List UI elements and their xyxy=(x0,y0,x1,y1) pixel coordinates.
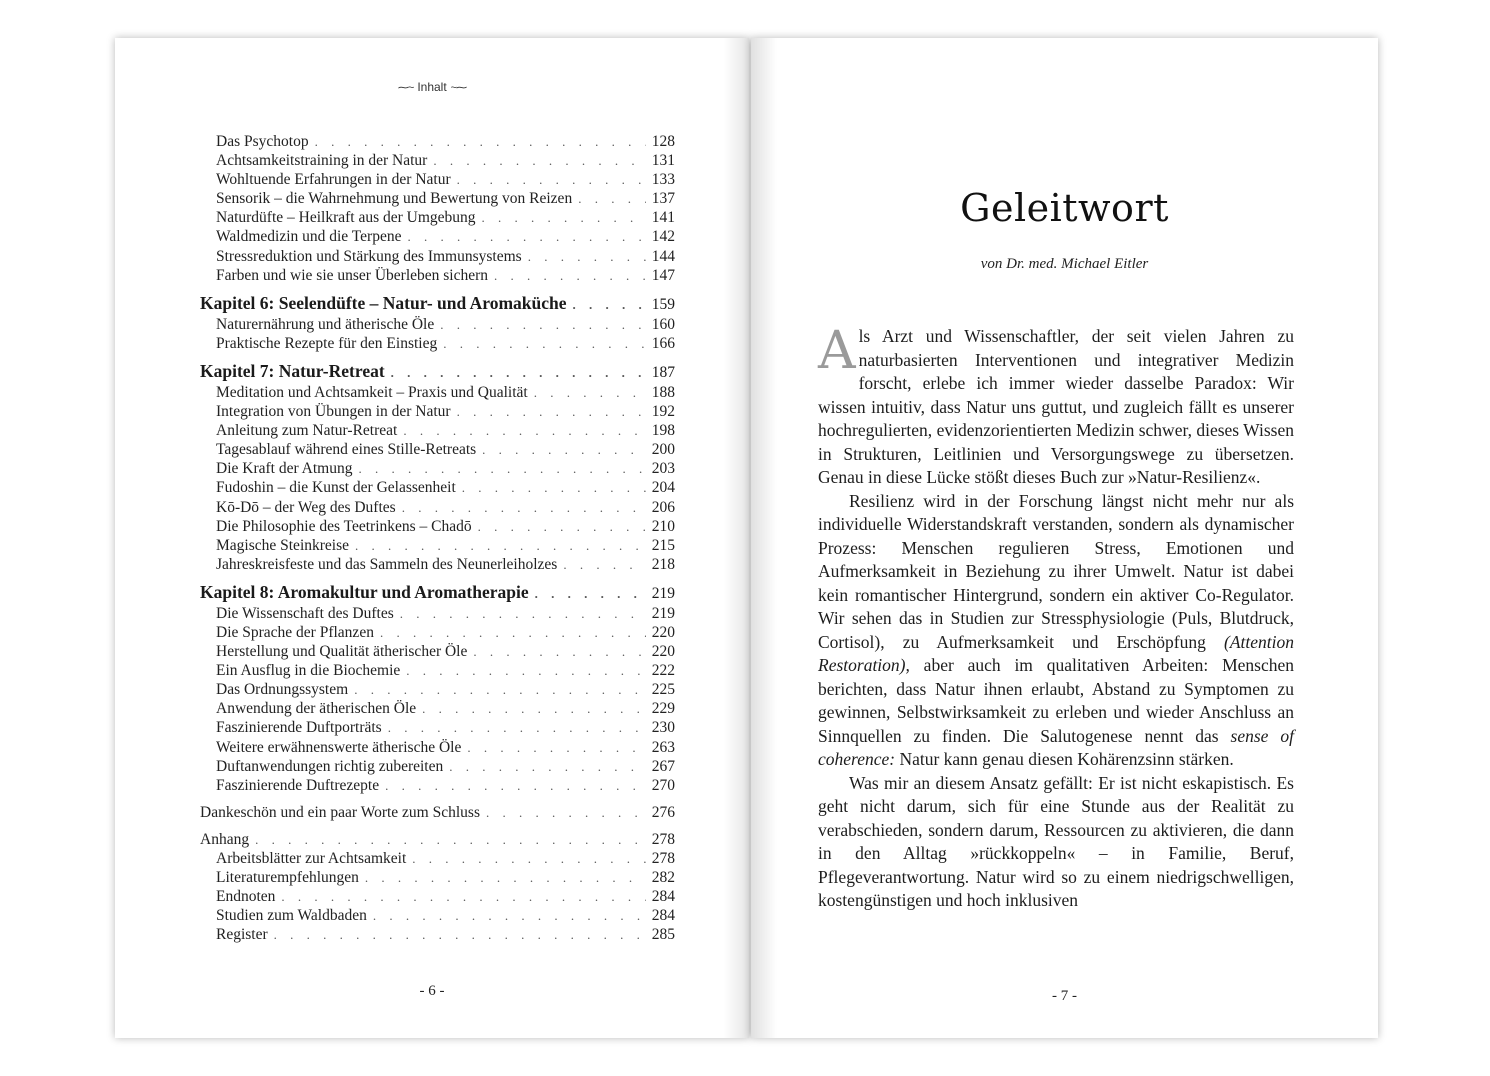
toc-leader-dots xyxy=(563,555,645,574)
toc-leader-dots xyxy=(422,699,646,718)
toc-entry xyxy=(200,623,675,642)
table-of-contents xyxy=(200,132,675,944)
paragraph-2-text-c: Natur kann genau diesen Kohärenzsinn stärken. xyxy=(895,749,1234,769)
running-head-label: Inhalt xyxy=(417,80,447,94)
toc-leader-dots xyxy=(482,208,646,227)
toc-entry xyxy=(200,266,675,285)
toc-leader-dots xyxy=(365,868,646,887)
toc-entry-title: Herstellung und Qualität ätherischer Öle xyxy=(216,643,468,661)
toc-entry-title: Die Wissenschaft des Duftes xyxy=(216,604,394,622)
toc-entry-page: 166 xyxy=(651,334,675,352)
toc-leader-dots xyxy=(406,661,645,680)
toc-entry-title: Praktische Rezepte für den Einstieg xyxy=(216,334,438,352)
toc-chapter-entry xyxy=(200,361,675,383)
toc-entry-page: 270 xyxy=(651,776,675,794)
toc-entry-page: 200 xyxy=(651,441,675,459)
toc-entry-page: 219 xyxy=(651,584,675,602)
toc-entry-page: 159 xyxy=(651,295,675,313)
toc-entry-title: Magische Steinkreise xyxy=(216,536,350,554)
toc-entry-title: Anhang xyxy=(200,830,250,848)
toc-entry xyxy=(200,642,675,661)
toc-entry-title: Naturernährung und ätherische Öle xyxy=(216,315,435,333)
toc-entry-title: Farben und wie sie unser Überleben sichern xyxy=(216,266,489,284)
toc-entry-page: 215 xyxy=(651,536,675,554)
toc-entry-page: 137 xyxy=(651,190,675,208)
toc-leader-dots xyxy=(385,776,646,795)
toc-entry xyxy=(200,227,675,246)
toc-entry-page: 284 xyxy=(651,888,675,906)
toc-entry-title: Stressreduktion und Stärkung des Immunsystems xyxy=(216,247,522,265)
toc-entry-title: Ein Ausflug in die Biochemie xyxy=(216,662,401,680)
toc-leader-dots xyxy=(354,680,646,699)
toc-entry-page: 210 xyxy=(651,517,675,535)
toc-entry-title: Das Psychotop xyxy=(216,133,309,150)
toc-entry-title: Studien zum Waldbaden xyxy=(216,907,367,925)
toc-entry-title: Faszinierende Duftrezepte xyxy=(216,776,380,794)
toc-entry-page: 206 xyxy=(651,498,675,516)
toc-leader-dots xyxy=(535,583,646,604)
toc-entry-title: Naturdüfte – Heilkraft aus der Umgebung xyxy=(216,209,476,227)
toc-entry-title: Kapitel 6: Seelendüfte – Natur- und Aromaküche xyxy=(200,292,567,313)
toc-leader-dots xyxy=(457,170,646,189)
toc-entry-page: 282 xyxy=(651,869,675,887)
toc-entry xyxy=(200,680,675,699)
toc-leader-dots xyxy=(473,642,645,661)
toc-leader-dots xyxy=(315,132,646,151)
toc-entry xyxy=(200,151,675,170)
toc-entry xyxy=(200,478,675,497)
toc-entry-page: 276 xyxy=(651,803,675,821)
toc-entry-page: 222 xyxy=(651,662,675,680)
toc-entry-page: 131 xyxy=(651,152,675,170)
paragraph-3: Was mir an diesem Ansatz gefällt: Er ist nicht eskapistisch. Es geht nicht darum, sich für eine Stunde aus der Realität zu verabschieden, sondern darum, Ressourcen zu aktivieren, die dann in den Alltag »rückkoppeln« – in Familie, Beruf, Pflegeverantwortung. Natur wird so zu einem niedrigschwelligen, kostengünstigen und hoch inklusiven xyxy=(818,772,1294,910)
toc-entry-page: 219 xyxy=(651,604,675,622)
toc-entry xyxy=(200,849,675,868)
toc-entry xyxy=(200,459,675,478)
toc-entry-page: 218 xyxy=(651,555,675,573)
toc-entry-page: 267 xyxy=(651,757,675,775)
toc-entry-title: Das Ordnungssystem xyxy=(216,681,349,699)
toc-entry-page: 141 xyxy=(651,209,675,227)
toc-entry-title: Kō-Dō – der Weg des Duftes xyxy=(216,498,396,516)
paragraph-2 xyxy=(818,490,1294,772)
running-head xyxy=(115,80,749,94)
paragraph-2-text-b: aber auch im qualitativen Arbeiten: Menschen berichten, dass Natur ihnen erlaubt, Abstand zu Symptomen zu gewinnen, Selbstwirksamkeit zu erleben und wieder Anschluss an Sinnquellen zu finden. Die Salutogenese nennt das xyxy=(818,655,1294,746)
toc-entry xyxy=(200,170,675,189)
toc-leader-dots xyxy=(255,830,646,849)
toc-leader-dots xyxy=(457,402,646,421)
toc-leader-dots xyxy=(482,440,646,459)
paragraph-2-italic-2: sense of coherence: xyxy=(818,725,1294,769)
toc-entry-title: Dankeschön und ein paar Worte zum Schluss xyxy=(200,803,480,821)
toc-entry-title: Arbeitsblätter zur Achtsamkeit xyxy=(216,850,407,867)
toc-entry-title: Anwendung der ätherischen Öle xyxy=(216,700,417,718)
page-title: Geleitwort xyxy=(960,186,1169,230)
left-page xyxy=(115,38,749,1038)
toc-entry xyxy=(200,738,675,757)
toc-leader-dots xyxy=(388,718,646,737)
toc-entry-page: 147 xyxy=(651,266,675,284)
toc-leader-dots xyxy=(358,459,645,478)
body-text xyxy=(818,321,1294,913)
toc-entry-title: Wohltuende Erfahrungen in der Natur xyxy=(216,171,451,189)
toc-entry-title: Die Philosophie des Teetrinkens – Chadō xyxy=(216,517,472,535)
toc-leader-dots xyxy=(462,478,646,497)
toc-entry xyxy=(200,421,675,440)
toc-leader-dots xyxy=(467,738,645,757)
paragraph-1-text: ls Arzt und Wissenschaftler, der seit vielen Jahren zu naturbasierten Interventionen und integrativer Medizin forscht, erlebe ich immer wieder dasselbe Paradox: Wir wissen intuitiv, dass Natur uns guttut, und zugleich fällt es unserer hochregulierten, evidenzorientierten Medizin schwer, dieses Wissen in Strukturen, Leitlinien und Versorgungswege zu übersetzen. Genau in diese Lücke stößt dieses Buch zur »Natur-Resilienz«. xyxy=(818,326,1294,487)
toc-leader-dots xyxy=(403,421,645,440)
page-number-right: - 7 - xyxy=(1052,988,1077,1004)
toc-entry xyxy=(200,517,675,536)
toc-entry-title: Fudoshin – die Kunst der Gelassenheit xyxy=(216,479,456,497)
ornament-right-icon: ~⁓ xyxy=(450,82,467,94)
toc-leader-dots xyxy=(528,247,646,266)
toc-entry-title: Kapitel 8: Aromakultur und Aromatherapie xyxy=(200,581,529,602)
toc-entry-title: Die Sprache der Pflanzen xyxy=(216,623,374,641)
toc-entry-title: Weitere erwähnenswerte ätherische Öle xyxy=(216,738,462,756)
toc-leader-dots xyxy=(578,189,646,208)
toc-entry-page: 142 xyxy=(651,228,675,246)
toc-leader-dots xyxy=(373,906,646,925)
toc-entry xyxy=(200,887,675,906)
toc-entry-title: Sensorik – die Wahrnehmung und Bewertung von Reizen xyxy=(216,190,573,208)
toc-entry-page: 278 xyxy=(651,850,675,867)
toc-entry-page: 192 xyxy=(651,403,675,421)
toc-entry xyxy=(200,925,675,944)
toc-leader-dots xyxy=(534,383,646,402)
toc-entry-title: Literaturempfehlungen xyxy=(216,869,359,887)
toc-entry-title: Meditation und Achtsamkeit – Praxis und Qualität xyxy=(216,383,528,401)
toc-entry xyxy=(200,208,675,227)
toc-entry-title: Achtsamkeitstraining in der Natur xyxy=(216,152,428,170)
toc-entry xyxy=(200,315,675,334)
toc-entry xyxy=(200,132,675,151)
paragraph-2-text-a: Resilienz wird in der Forschung längst nicht mehr nur als individuelle Widerstandskraft verstanden, sondern als dynamischer Prozess: Menschen regulieren Stress, Emotionen und Aufmerksamkeit in Beziehung zu ihrer Umwelt. Natur ist dabei kein romantischer Hintergrund, sondern ein aktiver Co-Regulator. Wir sehen das in Studien zur Stressphysiologie (Puls, Blutdruck, Cortisol), zu Aufmerksamkeit und Erschöpfung xyxy=(818,490,1294,652)
toc-entry-page: 225 xyxy=(651,681,675,699)
toc-leader-dots xyxy=(494,266,646,285)
toc-entry-page: 203 xyxy=(651,460,675,478)
toc-leader-dots xyxy=(440,315,646,334)
toc-entry-title: Faszinierende Duftporträts xyxy=(216,719,382,737)
toc-entry-page: 198 xyxy=(651,422,675,440)
toc-entry-page: 229 xyxy=(651,700,675,718)
toc-entry-title: Integration von Übungen in der Natur xyxy=(216,403,451,421)
toc-leader-dots xyxy=(402,498,646,517)
toc-entry xyxy=(200,718,675,737)
toc-entry-page: 284 xyxy=(651,907,675,925)
toc-entry-title: Waldmedizin und die Terpene xyxy=(216,228,402,246)
toc-leader-dots xyxy=(486,803,646,822)
toc-entry-title: Die Kraft der Atmung xyxy=(216,460,353,478)
toc-entry-page: 263 xyxy=(651,738,675,756)
toc-entry-page: 187 xyxy=(651,363,675,381)
toc-leader-dots xyxy=(449,757,646,776)
toc-entry-page: 220 xyxy=(651,643,675,661)
toc-entry xyxy=(200,402,675,421)
toc-entry-page: 144 xyxy=(651,247,675,265)
toc-entry-page: 278 xyxy=(651,830,675,848)
toc-entry xyxy=(200,334,675,353)
toc-entry-page: 285 xyxy=(651,926,675,944)
toc-entry xyxy=(200,699,675,718)
toc-entry xyxy=(200,830,675,849)
toc-leader-dots xyxy=(380,623,646,642)
toc-leader-dots xyxy=(407,227,645,246)
toc-entry-page: 188 xyxy=(651,383,675,401)
toc-entry xyxy=(200,868,675,887)
toc-leader-dots xyxy=(274,925,646,944)
toc-entry-page: 204 xyxy=(651,479,675,497)
toc-entry-title: Kapitel 7: Natur-Retreat xyxy=(200,360,385,381)
toc-entry xyxy=(200,555,675,574)
toc-entry xyxy=(200,498,675,517)
toc-entry-page: 133 xyxy=(651,171,675,189)
toc-entry-title: Endnoten xyxy=(216,888,276,906)
toc-entry xyxy=(200,776,675,795)
paragraph-1 xyxy=(818,321,1294,490)
toc-entry-page: 160 xyxy=(651,315,675,333)
toc-entry xyxy=(200,906,675,925)
page-number-left: - 6 - xyxy=(419,983,445,999)
right-page xyxy=(751,38,1378,1038)
byline: von Dr. med. Michael Eitler xyxy=(980,256,1149,272)
toc-entry-title: Register xyxy=(216,926,268,944)
toc-entry-title: Tagesablauf während eines Stille-Retreats xyxy=(216,441,477,459)
toc-entry-title: Anleitung zum Natur-Retreat xyxy=(216,422,398,440)
toc-entry xyxy=(200,440,675,459)
toc-entry xyxy=(200,604,675,623)
toc-entry xyxy=(200,536,675,555)
toc-leader-dots xyxy=(355,536,646,555)
toc-chapter-entry xyxy=(200,582,675,604)
paragraph-2-italic-1: (Attention Restoration), xyxy=(818,631,1294,675)
toc-entry-page: 220 xyxy=(651,623,675,641)
toc-leader-dots xyxy=(433,151,645,170)
toc-entry-page: 128 xyxy=(651,133,675,150)
toc-leader-dots xyxy=(281,887,645,906)
toc-entry xyxy=(200,661,675,680)
toc-entry xyxy=(200,247,675,266)
toc-leader-dots xyxy=(478,517,646,536)
toc-entry-title: Jahreskreisfeste und das Sammeln des Neunerleiholzes xyxy=(216,555,558,573)
toc-leader-dots xyxy=(443,334,646,353)
ornament-left-icon: ⁓~ xyxy=(397,82,414,94)
toc-leader-dots xyxy=(412,849,646,868)
toc-entry xyxy=(200,383,675,402)
drop-cap: A xyxy=(818,321,856,381)
toc-entry-page: 230 xyxy=(651,719,675,737)
toc-leader-dots xyxy=(391,362,646,383)
toc-entry xyxy=(200,757,675,776)
toc-entry xyxy=(200,189,675,208)
toc-leader-dots xyxy=(400,604,646,623)
toc-entry xyxy=(200,803,675,822)
toc-chapter-entry xyxy=(200,293,675,315)
toc-entry-title: Duftanwendungen richtig zubereiten xyxy=(216,757,444,775)
toc-leader-dots xyxy=(573,294,646,315)
